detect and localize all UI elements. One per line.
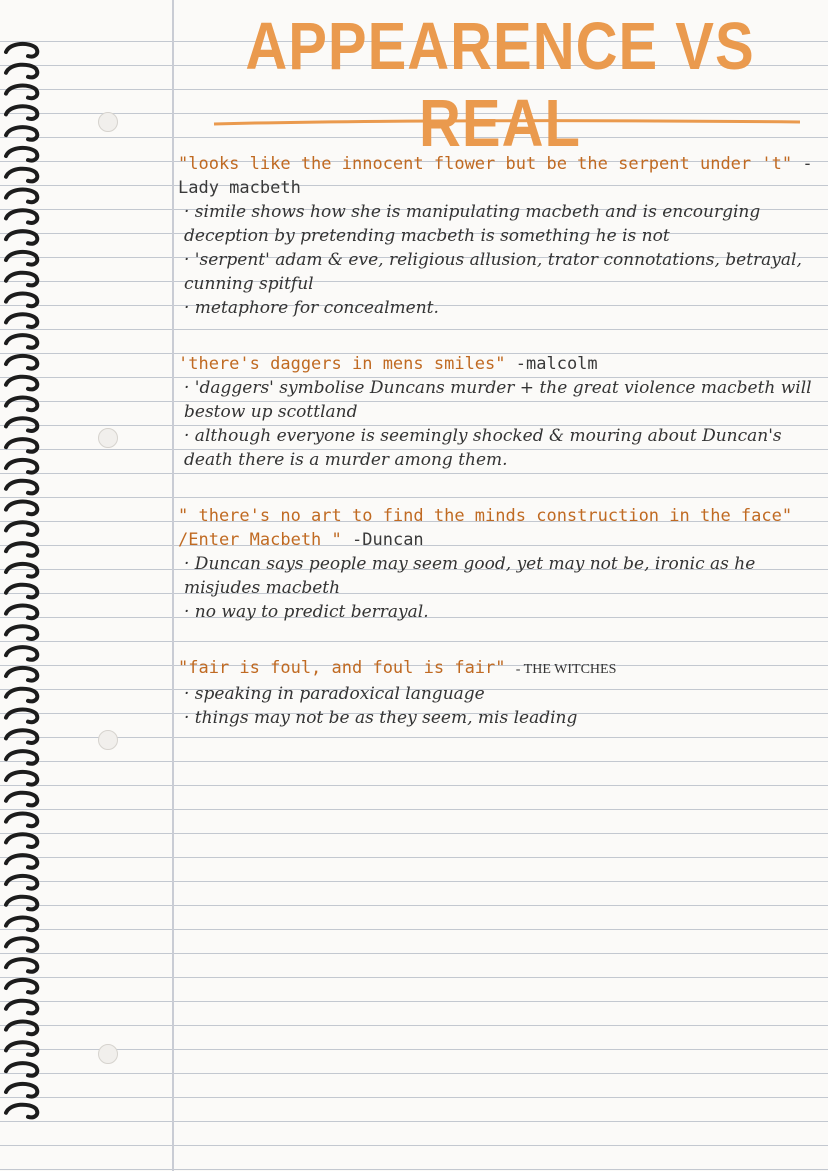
spiral-coil [6, 169, 37, 182]
spiral-coil [6, 814, 37, 827]
quote-section [178, 352, 818, 472]
spiral-coil [6, 730, 37, 743]
attribution: -malcolm [515, 354, 598, 374]
spiral-coil [6, 335, 37, 348]
analysis-point: · metaphore for concealment. [184, 298, 439, 318]
quote-section [178, 656, 818, 730]
quote-section [178, 152, 818, 320]
analysis-point: · no way to predict berrayal. [184, 602, 429, 622]
spiral-coil [6, 876, 37, 889]
quote: "fair is foul, and foul is fair" [178, 658, 506, 678]
analysis-point: · Duncan says people may seem good, yet may not be, ironic as he misjudes macbeth [184, 554, 756, 598]
quote-text [178, 352, 818, 376]
spiral-coil [6, 460, 37, 473]
spiral-coil [6, 439, 37, 452]
spiral-coil [6, 1063, 37, 1076]
notes-body [178, 152, 818, 742]
quote: " there's no art to find the minds construction in the face" /Enter Macbeth " [178, 506, 793, 550]
spiral-coil [6, 1042, 37, 1055]
spiral-coil [6, 855, 37, 868]
spiral-coil [6, 980, 37, 993]
spiral-coil [6, 65, 37, 78]
spiral-coil [6, 751, 37, 764]
spiral-coil [6, 959, 37, 972]
spiral-coil [6, 418, 37, 431]
spiral-coil [6, 522, 37, 535]
quote: "looks like the innocent flower but be the serpent under 't" [178, 154, 793, 174]
punch-hole [98, 112, 118, 132]
spiral-coil [6, 1084, 37, 1097]
spiral-coil [6, 190, 37, 203]
analysis-point: · 'daggers' symbolise Duncans murder + the great violence macbeth will bestow up scottland [184, 378, 812, 422]
punch-hole [98, 730, 118, 750]
page-title: APPEARENCE VS REAL [245, 9, 755, 161]
spiral-coil [6, 772, 37, 785]
quote-text [178, 152, 818, 200]
spiral-coil [6, 1022, 37, 1035]
spiral-coil [6, 606, 37, 619]
title-underline [212, 118, 802, 128]
spiral-coil [6, 231, 37, 244]
attribution: -Lady macbeth [178, 154, 813, 198]
spiral-coil [6, 1105, 37, 1118]
spiral-coil [6, 252, 37, 265]
spiral-coil [6, 377, 37, 390]
spiral-coil [6, 294, 37, 307]
spiral-coil [6, 502, 37, 515]
spiral-coil [6, 689, 37, 702]
spiral-coil [6, 543, 37, 556]
spiral-coil [6, 314, 37, 327]
spiral-coil [6, 668, 37, 681]
spiral-coil [6, 398, 37, 411]
analysis-point: · although everyone is seemingly shocked & mouring about Duncan's death there is a murder among them. [184, 426, 782, 470]
spiral-coil [6, 585, 37, 598]
spiral-coil [6, 44, 37, 57]
analysis-point: · simile shows how she is manipulating macbeth and is encourging deception by pretending macbeth is something he is not [184, 202, 761, 246]
margin-line [172, 0, 174, 1171]
quote-text [178, 504, 818, 552]
spiral-coil [6, 210, 37, 223]
spiral-coil [6, 356, 37, 369]
attribution: - THE WITCHES [515, 662, 617, 677]
spiral-coil [6, 647, 37, 660]
analysis-point: · speaking in paradoxical language [184, 684, 485, 704]
attribution: -Duncan [352, 530, 424, 550]
spiral-binding [0, 40, 60, 1140]
spiral-coil [6, 834, 37, 847]
spiral-coil [6, 127, 37, 140]
spiral-coil [6, 273, 37, 286]
spiral-coil [6, 564, 37, 577]
spiral-coil [6, 481, 37, 494]
quote-text [178, 656, 818, 682]
spiral-coil [6, 106, 37, 119]
spiral-coil [6, 938, 37, 951]
punch-hole [98, 428, 118, 448]
analysis-point: · 'serpent' adam & eve, religious allusion, trator connotations, betrayal, cunning spitful [184, 250, 802, 294]
quote-section [178, 504, 818, 624]
spiral-coil [6, 1001, 37, 1014]
spiral-coil [6, 710, 37, 723]
spiral-coil [6, 793, 37, 806]
spiral-coil [6, 626, 37, 639]
spiral-coil [6, 918, 37, 931]
quote: 'there's daggers in mens smiles" [178, 354, 506, 374]
analysis-point: · things may not be as they seem, mis leading [184, 708, 578, 728]
spiral-coil [6, 86, 37, 99]
spiral-coil [6, 148, 37, 161]
punch-hole [98, 1044, 118, 1064]
spiral-coil [6, 897, 37, 910]
